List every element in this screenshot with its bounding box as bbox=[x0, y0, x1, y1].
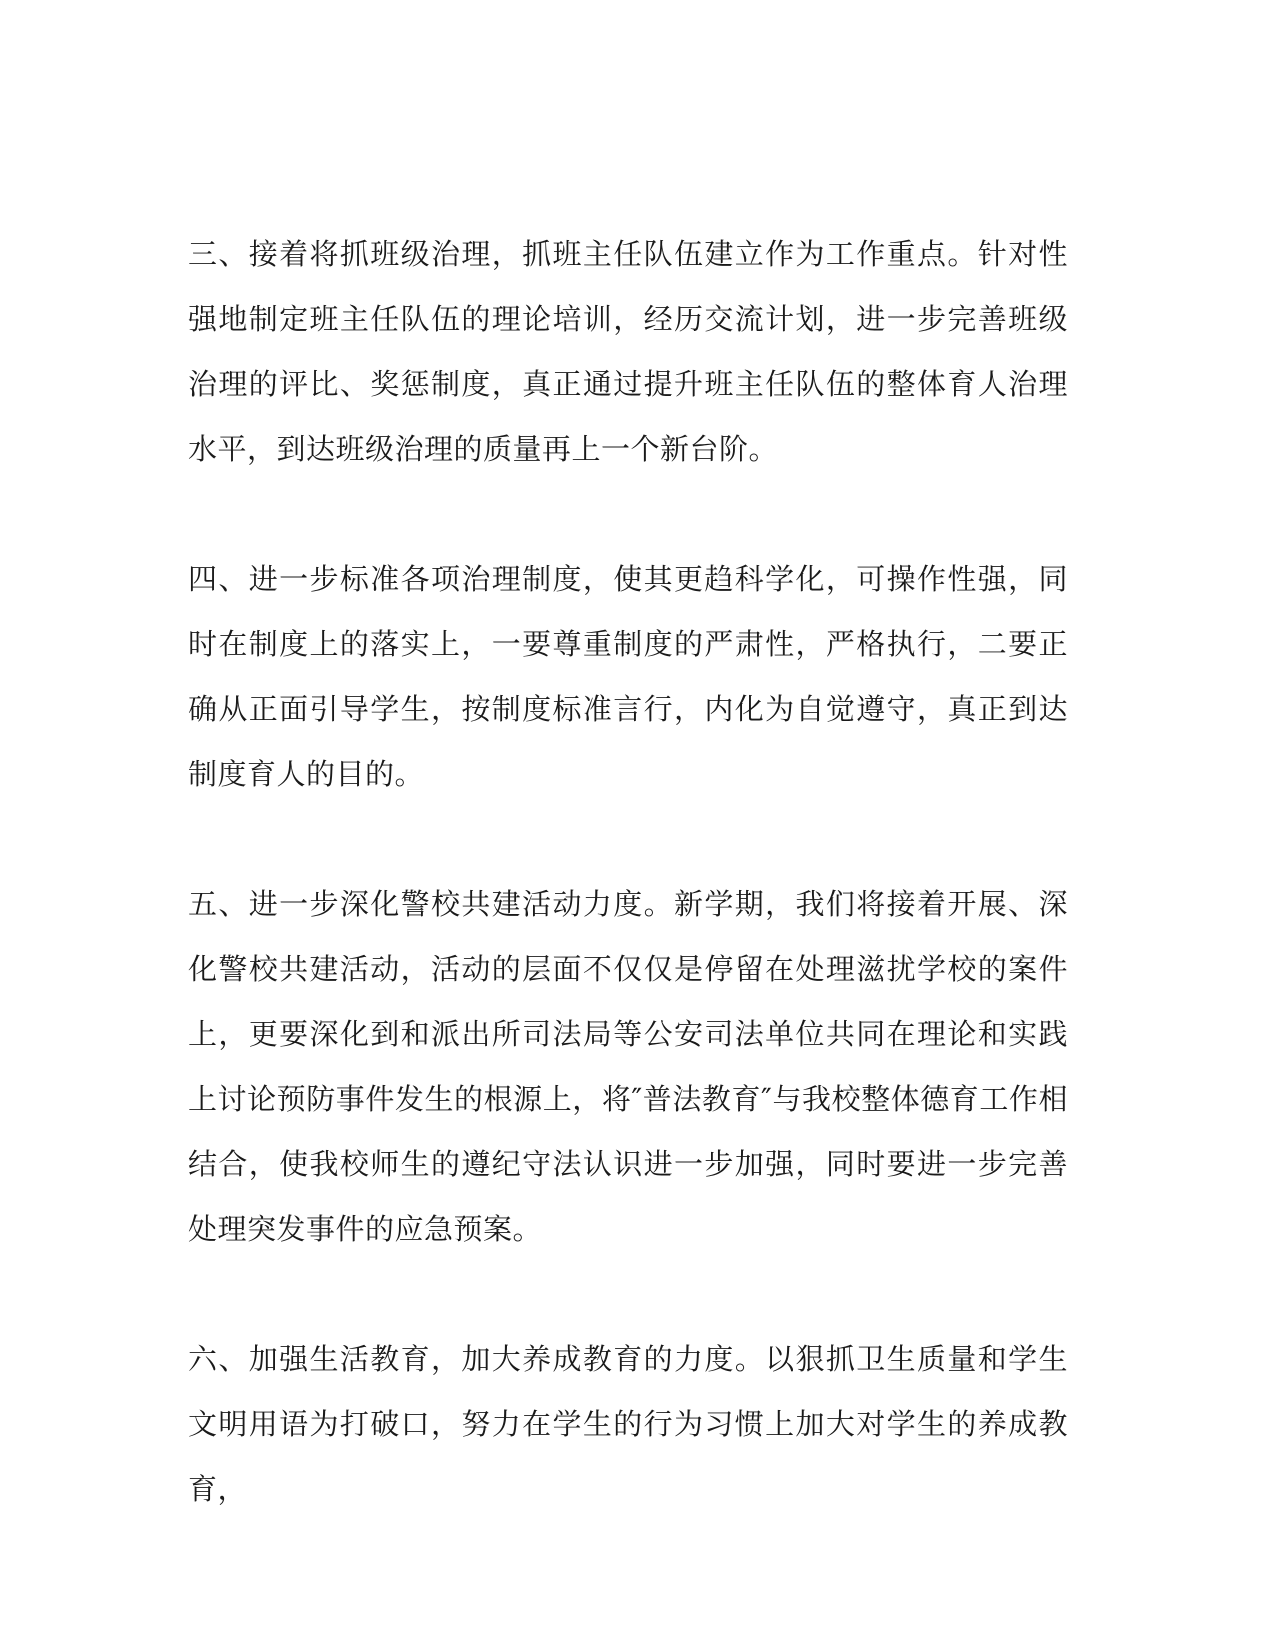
paragraph-3: 三、接着将抓班级治理，抓班主任队伍建立作为工作重点。针对性强地制定班主任队伍的理论培训，经历交流计划，进一步完善班级治理的评比、奖惩制度，真正通过提升班主任队伍的整体育人治理水平，到达班级治理的质量再上一个新台阶。 bbox=[188, 237, 1068, 466]
paragraph-4: 四、进一步标准各项治理制度，使其更趋科学化，可操作性强，同时在制度上的落实上，一要尊重制度的严肃性，严格执行，二要正确从正面引导学生，按制度标准言行，内化为自觉遵守，真正到达制度育人的目的。 bbox=[188, 562, 1068, 791]
document-body bbox=[188, 222, 1068, 1587]
paragraph-6: 六、加强生活教育，加大养成教育的力度。以狠抓卫生质量和学生文明用语为打破口，努力在学生的行为习惯上加大对学生的养成教育， bbox=[188, 1342, 1068, 1506]
paragraph-5: 五、进一步深化警校共建活动力度。新学期，我们将接着开展、深化警校共建活动，活动的层面不仅仅是停留在处理滋扰学校的案件上，更要深化到和派出所司法局等公安司法单位共同在理论和实践上讨论预防事件发生的根源上，将″普法教育″与我校整体德育工作相结合，使我校师生的遵纪守法认识进一步加强，同时要进一步完善处理突发事件的应急预案。 bbox=[188, 887, 1068, 1246]
